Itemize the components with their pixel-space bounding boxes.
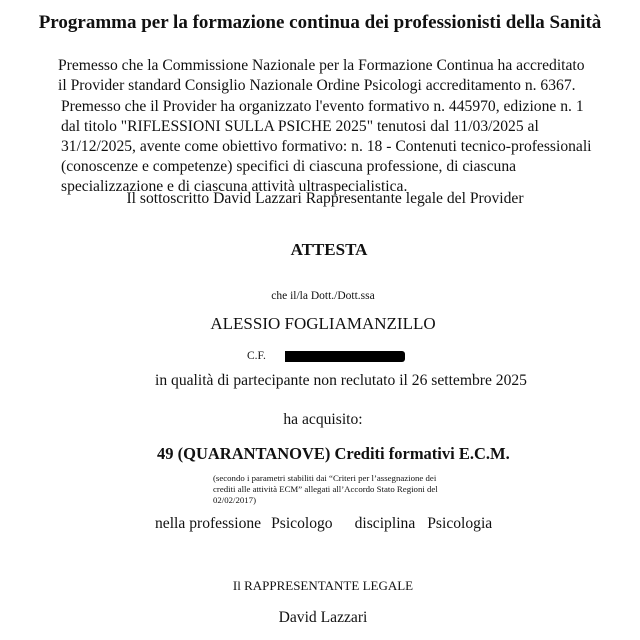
accreditation-paragraph	[58, 56, 585, 96]
paragraph-line: Premesso che la Commissione Nazionale per la Formazione Continua ha accreditato	[58, 57, 585, 74]
credits-line: 49 (QUARANTANOVE) Crediti formativi E.C.M.	[157, 444, 510, 463]
profession-value: Psicologo	[271, 515, 333, 532]
attesta-heading: ATTESTA	[290, 240, 368, 259]
criteria-note: (secondo i parametri stabiliti dai “Criteri per l’assegnazione dei crediti alle attività ECM” allegati all’Accordo Stato Regioni del 02/02/2017)	[213, 473, 438, 505]
fiscal-code-redaction	[285, 351, 405, 362]
paragraph-line: dal titolo "RIFLESSIONI SULLA PSICHE 2025" tenutosi dal 11/03/2025 al	[61, 118, 539, 135]
profession-line	[155, 515, 492, 533]
discipline-label: disciplina	[354, 515, 416, 532]
fiscal-code-label: C.F.	[247, 350, 266, 362]
acquired-label: ha acquisito:	[283, 411, 363, 428]
legal-rep-label: Il RAPPRESENTANTE LEGALE	[232, 578, 414, 593]
event-paragraph	[61, 97, 592, 197]
document-title: Programma per la formazione continua dei professionisti della Sanità	[38, 12, 602, 33]
discipline-value: Psicologia	[427, 515, 493, 532]
fiscal-code-row	[247, 350, 405, 362]
participant-name: ALESSIO FOGLIAMANZILLO	[210, 314, 436, 333]
paragraph-line: 31/12/2025, avente come obiettivo formativo: n. 18 - Contenuti tecnico-professionali	[61, 138, 592, 155]
profession-label: nella professione	[155, 515, 262, 532]
paragraph-line: (conoscenze e competenze) specifici di ciascuna professione, di ciascuna	[61, 158, 517, 175]
paragraph-line: Premesso che il Provider ha organizzato l'evento formativo n. 445970, edizione n. 1	[61, 98, 584, 115]
participation-line: in qualità di partecipante non reclutato il 26 settembre 2025	[155, 372, 527, 389]
paragraph-line: il Provider standard Consiglio Nazionale Ordine Psicologi accreditamento n. 6367.	[58, 77, 576, 94]
legal-rep-name: David Lazzari	[278, 609, 368, 626]
title-prefix-label: che il/la Dott./Dott.ssa	[271, 290, 375, 302]
signer-line: Il sottoscritto David Lazzari Rappresentante legale del Provider	[126, 190, 524, 207]
paragraph-line: specializzazione e di ciascuna attività ultraspecialistica.	[61, 178, 408, 195]
